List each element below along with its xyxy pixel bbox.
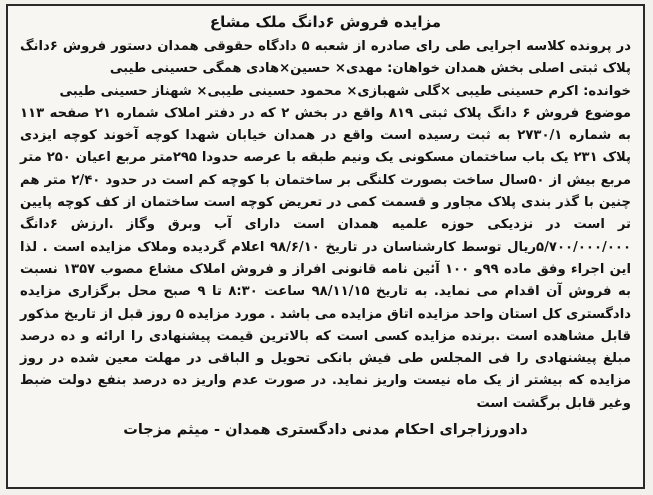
notice-title: مزایده فروش ۶دانگ ملک مشاع <box>209 13 442 31</box>
notice-paragraph-case: در پرونده کلاسه اجرایی طی رای صادره از شعبه ۵ دادگاه حقوقی همدان دستور فروش ۶دانگ پلاک ثبتی اصلی بخش همدان خواهان: مهدی× حسین×هادی همگی حسینی طیبی <box>20 39 631 77</box>
notice-body <box>20 36 631 415</box>
notice-paragraph-subject: موضوع فروش ۶ دانگ پلاک ثبتی ۸۱۹ واقع در بخش ۲ که در دفتر املاک شماره ۲۱ صفحه ۱۱۳ به شماره ۲۷۳۰/۱ به ثبت رسیده است واقع در همدان خیابان شهدا کوچه آخوند کوچه ایزدی پلاک ۲۳۱ یک باب ساختمان مسکونی یک ونیم طبقه با عرصه حدودا ۲۹۵متر مربع اعیان ۲۵۰ متر مربع بیش از ۵۰سال ساخت بصورت کلنگی بر ساختمان با کوچه کم است در حدود ۲/۴۰ متر هم چنین با گذر بندی پلاک مجاور و قسمت کمی در تعریض کوچه است ساختمان از کف کوچه پایین تر است در نزدیکی حوزه علمیه همدان است دارای آب وبرق وگاز .ارزش ۶دانگ ۵/۷۰۰/۰۰۰/۰۰۰ریال توسط کارشناسان در تاریخ ۹۸/۶/۱۰ اعلام گردیده وملاک مزایده است . لذا این اجراء وفق ماده ۹۹و ۱۰۰ آئین نامه قانونی افراز و فروش املاک مشاع مصوب ۱۳۵۷ نسبت به فروش آن اقدام می نماید. به تاریخ ۹۸/۱۱/۱۵ ساعت ۸:۳۰ تا ۹ صبح محل برگزاری مزایده دادگستری کل استان واحد مزایده اتاق مزایده می باشد . مورد مزایده ۵ روز قبل از تاریخ مذکور قابل مشاهده است .برنده مزایده کسی است که بالاترین قیمت پیشنهادی را ارائه و ده درصد مبلغ پیشنهادی را فی المجلس طی فیش بانکی تحویل و الباقی در مهلت معین شده در روز مزایده که بیشتر از یک ماه نیست واریز نماید. در صورت عدم واریز ده درصد بنفع دولت ضبط وغیر قابل برگشت است <box>20 105 632 411</box>
notice-signature: دادورزاجرای احکام مدنی دادگستری همدان - میثم مزجات <box>123 422 528 439</box>
notice-paragraph-defendants: خوانده: اکرم حسینی طیبی ×گلی شهبازی× محمود حسینی طیبی× شهناز حسینی طیبی <box>59 83 631 99</box>
auction-notice <box>6 4 645 489</box>
